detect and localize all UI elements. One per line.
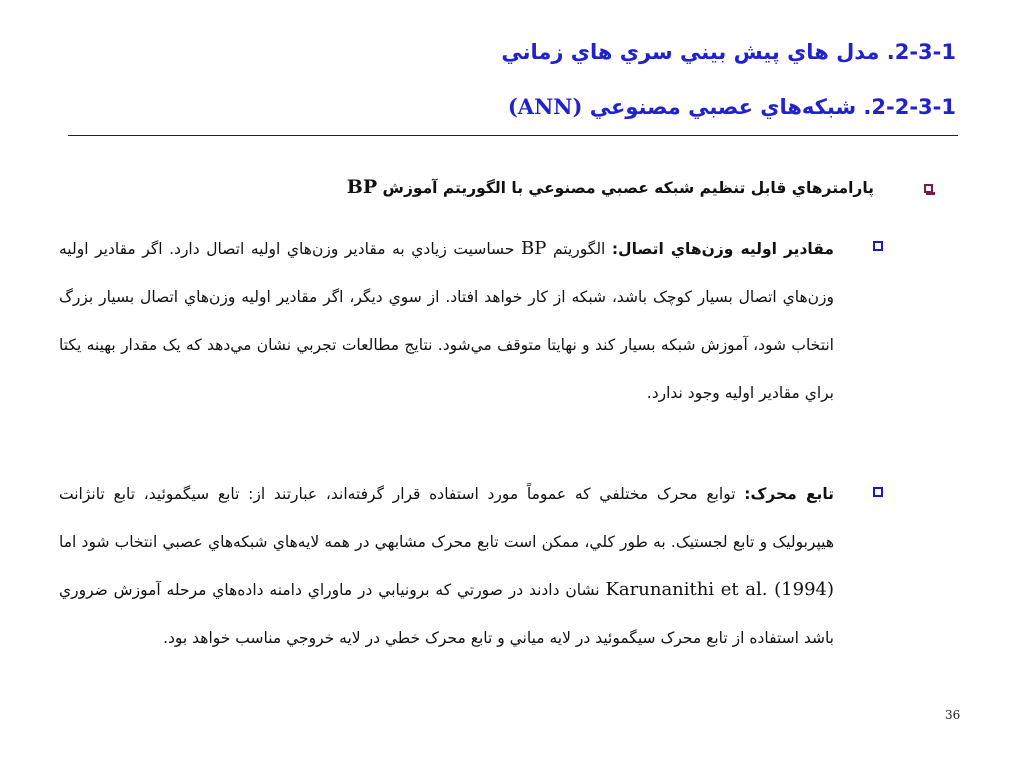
paragraph-text: توابع محرک مختلفي که عموماً مورد استفاده قرار گرفته‌اند، عبارتند از: تابع سيگموئيد، تابع تانژانت هيپربوليک و تابع لجستيک. به طور کلي، ممکن است تابع محرک مشابهي در همه لايه‌هاي شبکه‌هاي عصبي انتخاب شود اما [59, 485, 834, 551]
heading-divider [68, 135, 958, 136]
page-number: 36 [945, 708, 961, 722]
paragraph-text: حساسيت زيادي به مقادير وزن‌هاي اوليه اتصال دارد. اگر مقادير اوليه وزن‌هاي اتصال بسيار کوچک باشد، شبکه از کار خواهد افتاد. از سوي ديگر، اگر مقادير اوليه وزن‌هاي اتصال بسيار بزرگ انتخاب شود، آموزش شبکه بسيار کند و نهايتا متوقف مي‌شود. نتايج مطالعات تجربي نشان مي‌دهد که يک مقدار بهينه يکتا براي مقادير اوليه وجود ندارد. [59, 240, 834, 402]
section-heading-text: 2-3-1. مدل هاي پيش بيني سري هاي زماني [501, 40, 956, 64]
paragraph-text: الگوريتم [546, 240, 612, 258]
square-bullet-icon [873, 241, 883, 251]
section-heading [56, 40, 956, 64]
paragraph-lead: تابع محرک: [744, 485, 834, 503]
bullet-heading-text: پارامترهاي قابل تنظيم شبکه عصبي مصنوعي با الگوريتم آموزش [377, 179, 874, 197]
subsection-heading-abbr: (ANN) [507, 94, 583, 119]
bullet-heading-abbr: BP [346, 176, 378, 198]
paragraph-abbr: BP [521, 238, 547, 259]
paragraph-text: نشان دادند در صورتي که برونيابي در ماوراي دامنه داده‌هاي مرحله آموزش ضروري باشد استفاده از تابع محرک سيگموئيد در لايه مياني و تابع محرک خطي در لايه خروجي مناسب خواهد بود. [59, 581, 834, 647]
paragraph-initial-weights [59, 225, 834, 417]
paragraph-citation: Karunanithi et al. (1994) [605, 579, 834, 600]
square-bullet-icon [873, 487, 883, 497]
subsection-heading-text: 2-2-3-1. شبکه‌هاي عصبي مصنوعي [582, 95, 956, 119]
subsection-heading [56, 94, 956, 119]
paragraph-lead: مقادير اوليه وزن‌هاي اتصال: [611, 240, 834, 258]
bullet-heading [174, 176, 874, 198]
paragraph-activation-function [59, 470, 834, 662]
square-bullet-icon [924, 184, 933, 193]
